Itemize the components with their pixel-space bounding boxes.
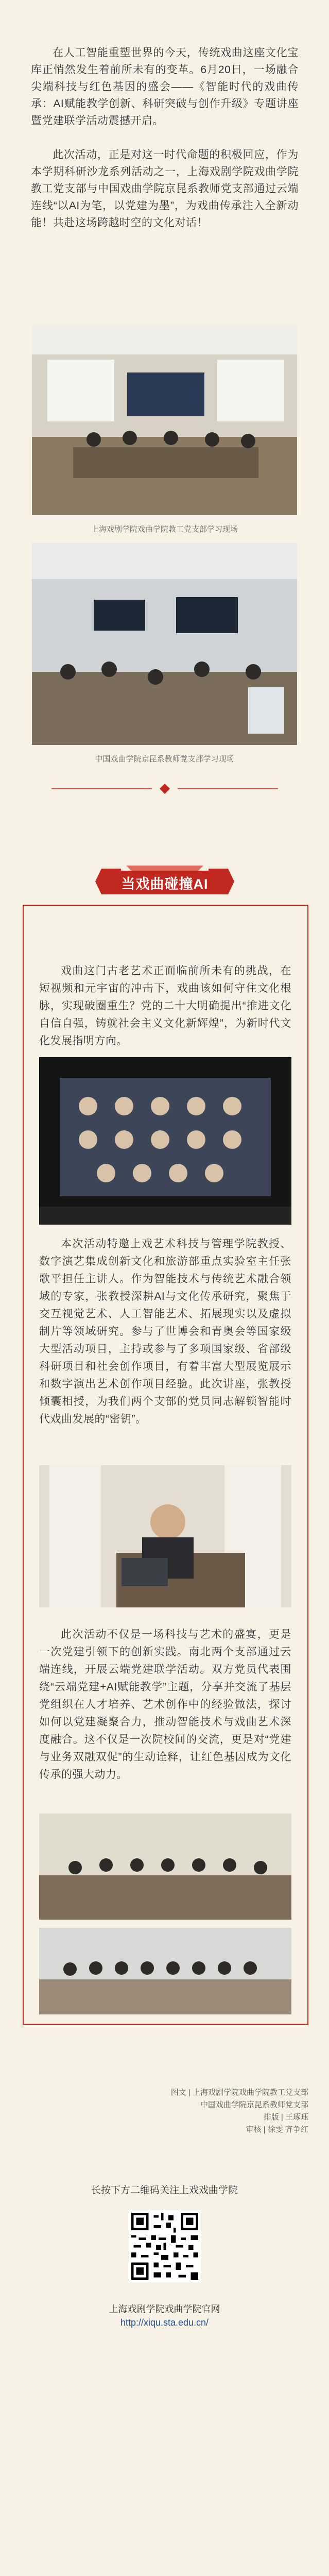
credits-line-4: 审核 | 徐雯 齐争红 [246,2125,308,2134]
qr-prompt: 长按下方二维码关注上戏戏曲学院 [91,2185,238,2196]
intro-paragraph-2: 此次活动，正是对这一时代命题的积极回应，作为本学期科研沙龙系列活动之一，上海戏剧学院戏曲学院教工党支部与中国戏曲学院京昆系教师党支部通过云端连线“以AI为笔，以党建为墨”，为戏曲传承注入全新动能！共赴这场跨越时空的文化对话！ [31,149,299,229]
section-paragraph-1-container [39,962,291,1050]
section-paragraph-3: 此次活动不仅是一场科技与艺术的盛宴，更是一次党建引领下的创新实践。南北两个支部通过云端连线，开展云端党建联学活动。双方党员代表围绕“云端党建+AI赋能教学”主题，分享并交流了基层党组织在人才培养、艺术创作中的经验做法，探讨如何以党建凝聚合力，推动智能技术与戏曲艺术深度融合。这不仅是一次院校间的交流，更是对“党建与业务双融双促”的生动诠释，让红色基因成为文化传承的强大动力。 [39,1629,291,1781]
qr-code[interactable] [129,2210,201,2282]
photo-group-shanghai [39,1814,291,1920]
photo-video-conference [39,1057,291,1225]
photo2-caption: 中国戏曲学院京昆系教师党支部学习现场 [95,755,234,764]
section-banner-title: 当戏曲碰撞AI [121,876,209,892]
intro-text [31,44,299,231]
credits-line-3: 排版 | 王琢珏 [263,2113,308,2122]
intro-paragraph-1: 在人工智能重塑世界的今天，传统戏曲这座文化宝库正悄然发生着前所未有的变革。6月20日，一场融合尖端科技与红色基因的盛会——《智能时代的戏曲传承：AI赋能教学创新、科研突破与创作升级》专题讲座暨党建联学活动震撼开启。 [31,47,299,127]
photo-group-beijing [39,1928,291,2014]
photo-shanghai-session [32,324,297,515]
section-frame [23,905,308,2025]
section-paragraph-3-container [39,1626,291,1784]
site-title: 上海戏剧学院戏曲学院官网 [109,2304,220,2314]
photo1-caption: 上海戏剧学院戏曲学院教工党支部学习现场 [91,525,238,534]
credits-line-1: 图文 | 上海戏剧学院戏曲学院教工党支部 [170,2088,308,2097]
divider-ornament [51,783,278,794]
site-url-link[interactable]: http://xiqu.sta.edu.cn/ [120,2317,209,2328]
section-paragraph-1: 戏曲这门古老艺术正面临前所未有的挑战，在短视频和元宇宙的冲击下，戏曲该如何守住文化根脉，实现破圈重生？党的二十大明确提出“推进文化自信自强，铸就社会主义文化新辉煌”，为新时代文化发展指明方向。 [39,965,291,1047]
credits [51,2087,308,2136]
section-paragraph-2-container [39,1235,291,1428]
section-banner [95,866,234,897]
photo-beijing-session [32,543,297,745]
section-paragraph-2: 本次活动特邀上戏艺术科技与管理学院教授、数字演艺集成创新文化和旅游部重点实验室主任张歌平担任主讲人。作为智能技术与传统艺术融合领域的专家，张教授深耕AI与文化传承研究，聚焦于交互视觉艺术、人工智能艺术、拓展现实以及虚拟制片等领域研究。参与了世博会和青奥会等国家级大型活动项目，主持或参与了多项国家级、省部级科研项目和社会创作项目，有着丰富大型展览展示和数字演出艺术创作项目经验。此次讲座，张教授倾囊相授，为我们两个支部的党员同志解锁智能时代戏曲发展的“密钥”。 [39,1238,291,1425]
photo-lecturer [39,1465,291,1607]
credits-line-2: 中国戏曲学院京昆系教师党支部 [200,2100,308,2109]
